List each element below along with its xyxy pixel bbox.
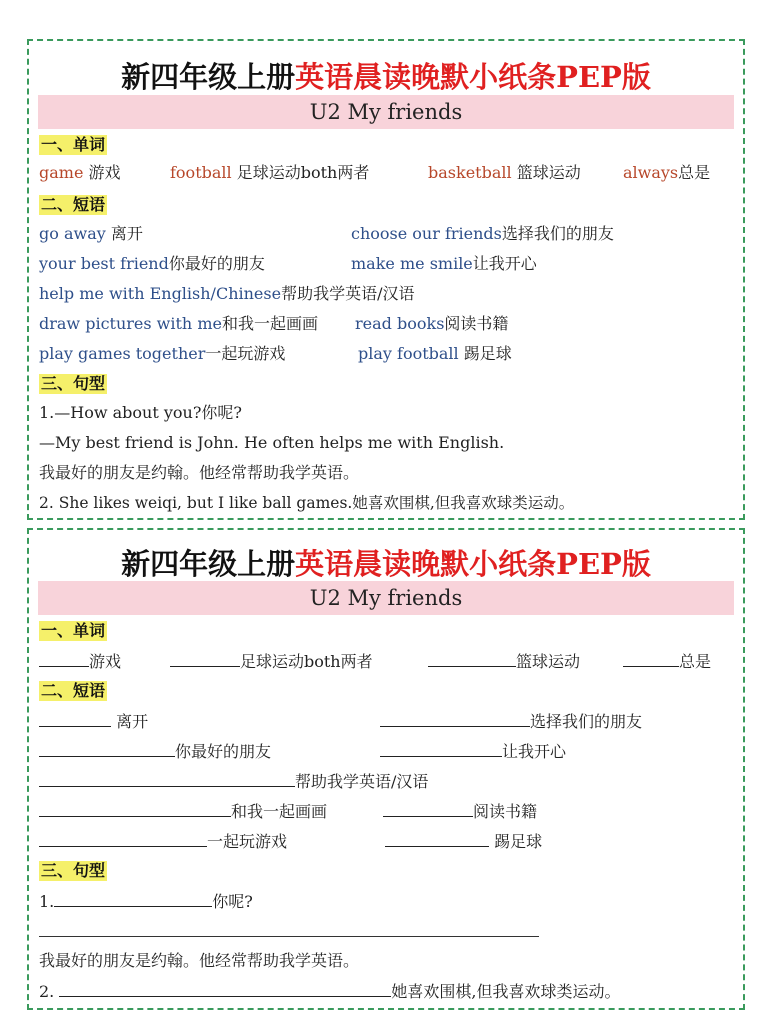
fill-blank[interactable] bbox=[385, 831, 489, 847]
fill-blank[interactable] bbox=[59, 981, 391, 997]
phrase-blank[interactable]: 和我一起画画 bbox=[39, 801, 327, 822]
card-title: 新四年级上册英语晨读晚默小纸条PEP版 bbox=[121, 60, 651, 94]
answer-card bbox=[27, 39, 745, 520]
phrase-item: read books阅读书籍 bbox=[355, 314, 509, 333]
phrase-blank[interactable]: 一起玩游戏 bbox=[39, 831, 287, 852]
phrase-blank[interactable]: 离开 bbox=[39, 711, 148, 732]
phrase-blank[interactable]: 踢足球 bbox=[385, 831, 542, 852]
practice-card bbox=[27, 528, 745, 1010]
word-item: always总是 bbox=[623, 163, 711, 182]
unit-banner: U2 My friends bbox=[38, 95, 734, 129]
word-blank[interactable]: 足球运动both两者 bbox=[170, 651, 373, 672]
sentence-blank[interactable]: 1. 你呢? bbox=[39, 892, 253, 911]
fill-blank[interactable] bbox=[623, 651, 679, 667]
card-title: 新四年级上册英语晨读晚默小纸条PEP版 bbox=[121, 547, 651, 581]
fill-blank[interactable] bbox=[39, 711, 111, 727]
sentence-blank[interactable]: 2. 她喜欢围棋,但我喜欢球类运动。 bbox=[39, 982, 621, 1001]
unit-banner: U2 My friends bbox=[38, 581, 734, 615]
fill-blank[interactable] bbox=[380, 711, 530, 727]
phrase-item: draw pictures with me和我一起画画 bbox=[39, 314, 318, 333]
section-sentences-heading: 三、句型 bbox=[41, 374, 106, 393]
word-blank[interactable]: 游戏 bbox=[39, 651, 121, 672]
phrase-item: go away 离开 bbox=[39, 224, 143, 243]
sentence-line: 1.—How about you?你呢? bbox=[39, 403, 243, 422]
phrase-blank[interactable]: 让我开心 bbox=[380, 741, 566, 762]
fill-blank[interactable] bbox=[39, 831, 207, 847]
answer-line[interactable] bbox=[39, 935, 539, 937]
section-phrases-heading: 二、短语 bbox=[41, 681, 106, 700]
fill-blank[interactable] bbox=[39, 771, 295, 787]
word-blank[interactable]: 篮球运动 bbox=[428, 651, 580, 672]
word-blank[interactable]: 总是 bbox=[623, 651, 711, 672]
phrase-blank[interactable]: 阅读书籍 bbox=[383, 801, 537, 822]
word-item: game 游戏 bbox=[39, 163, 121, 182]
fill-blank[interactable] bbox=[54, 891, 212, 907]
phrase-item: your best friend你最好的朋友 bbox=[39, 254, 265, 273]
phrase-blank[interactable]: 帮助我学英语/汉语 bbox=[39, 771, 428, 792]
fill-blank[interactable] bbox=[428, 651, 516, 667]
sentence-line: —My best friend is John. He often helps me with English. bbox=[39, 433, 505, 452]
section-words-heading: 一、单词 bbox=[41, 621, 106, 640]
phrase-blank[interactable]: 选择我们的朋友 bbox=[380, 711, 642, 732]
word-item: basketball 篮球运动 bbox=[428, 163, 581, 182]
phrase-item: play games together一起玩游戏 bbox=[39, 344, 286, 363]
phrase-item: help me with English/Chinese帮助我学英语/汉语 bbox=[39, 284, 415, 303]
fill-blank[interactable] bbox=[39, 651, 89, 667]
word-item: football 足球运动both两者 bbox=[170, 163, 370, 182]
fill-blank[interactable] bbox=[39, 801, 231, 817]
sentence-line: 我最好的朋友是约翰。他经常帮助我学英语。 bbox=[39, 463, 360, 482]
phrase-item: play football 踢足球 bbox=[358, 344, 512, 363]
phrase-item: choose our friends选择我们的朋友 bbox=[351, 224, 614, 243]
section-words-heading: 一、单词 bbox=[41, 135, 106, 154]
phrase-blank[interactable]: 你最好的朋友 bbox=[39, 741, 271, 762]
sentence-line: 我最好的朋友是约翰。他经常帮助我学英语。 bbox=[39, 951, 360, 970]
fill-blank[interactable] bbox=[383, 801, 473, 817]
fill-blank[interactable] bbox=[39, 741, 175, 757]
fill-blank[interactable] bbox=[380, 741, 502, 757]
sentence-line: 2. She likes weiqi, but I like ball games.她喜欢围棋,但我喜欢球类运动。 bbox=[39, 494, 575, 512]
fill-blank[interactable] bbox=[170, 651, 240, 667]
section-phrases-heading: 二、短语 bbox=[41, 195, 106, 214]
phrase-item: make me smile让我开心 bbox=[351, 254, 537, 273]
section-sentences-heading: 三、句型 bbox=[41, 861, 106, 880]
